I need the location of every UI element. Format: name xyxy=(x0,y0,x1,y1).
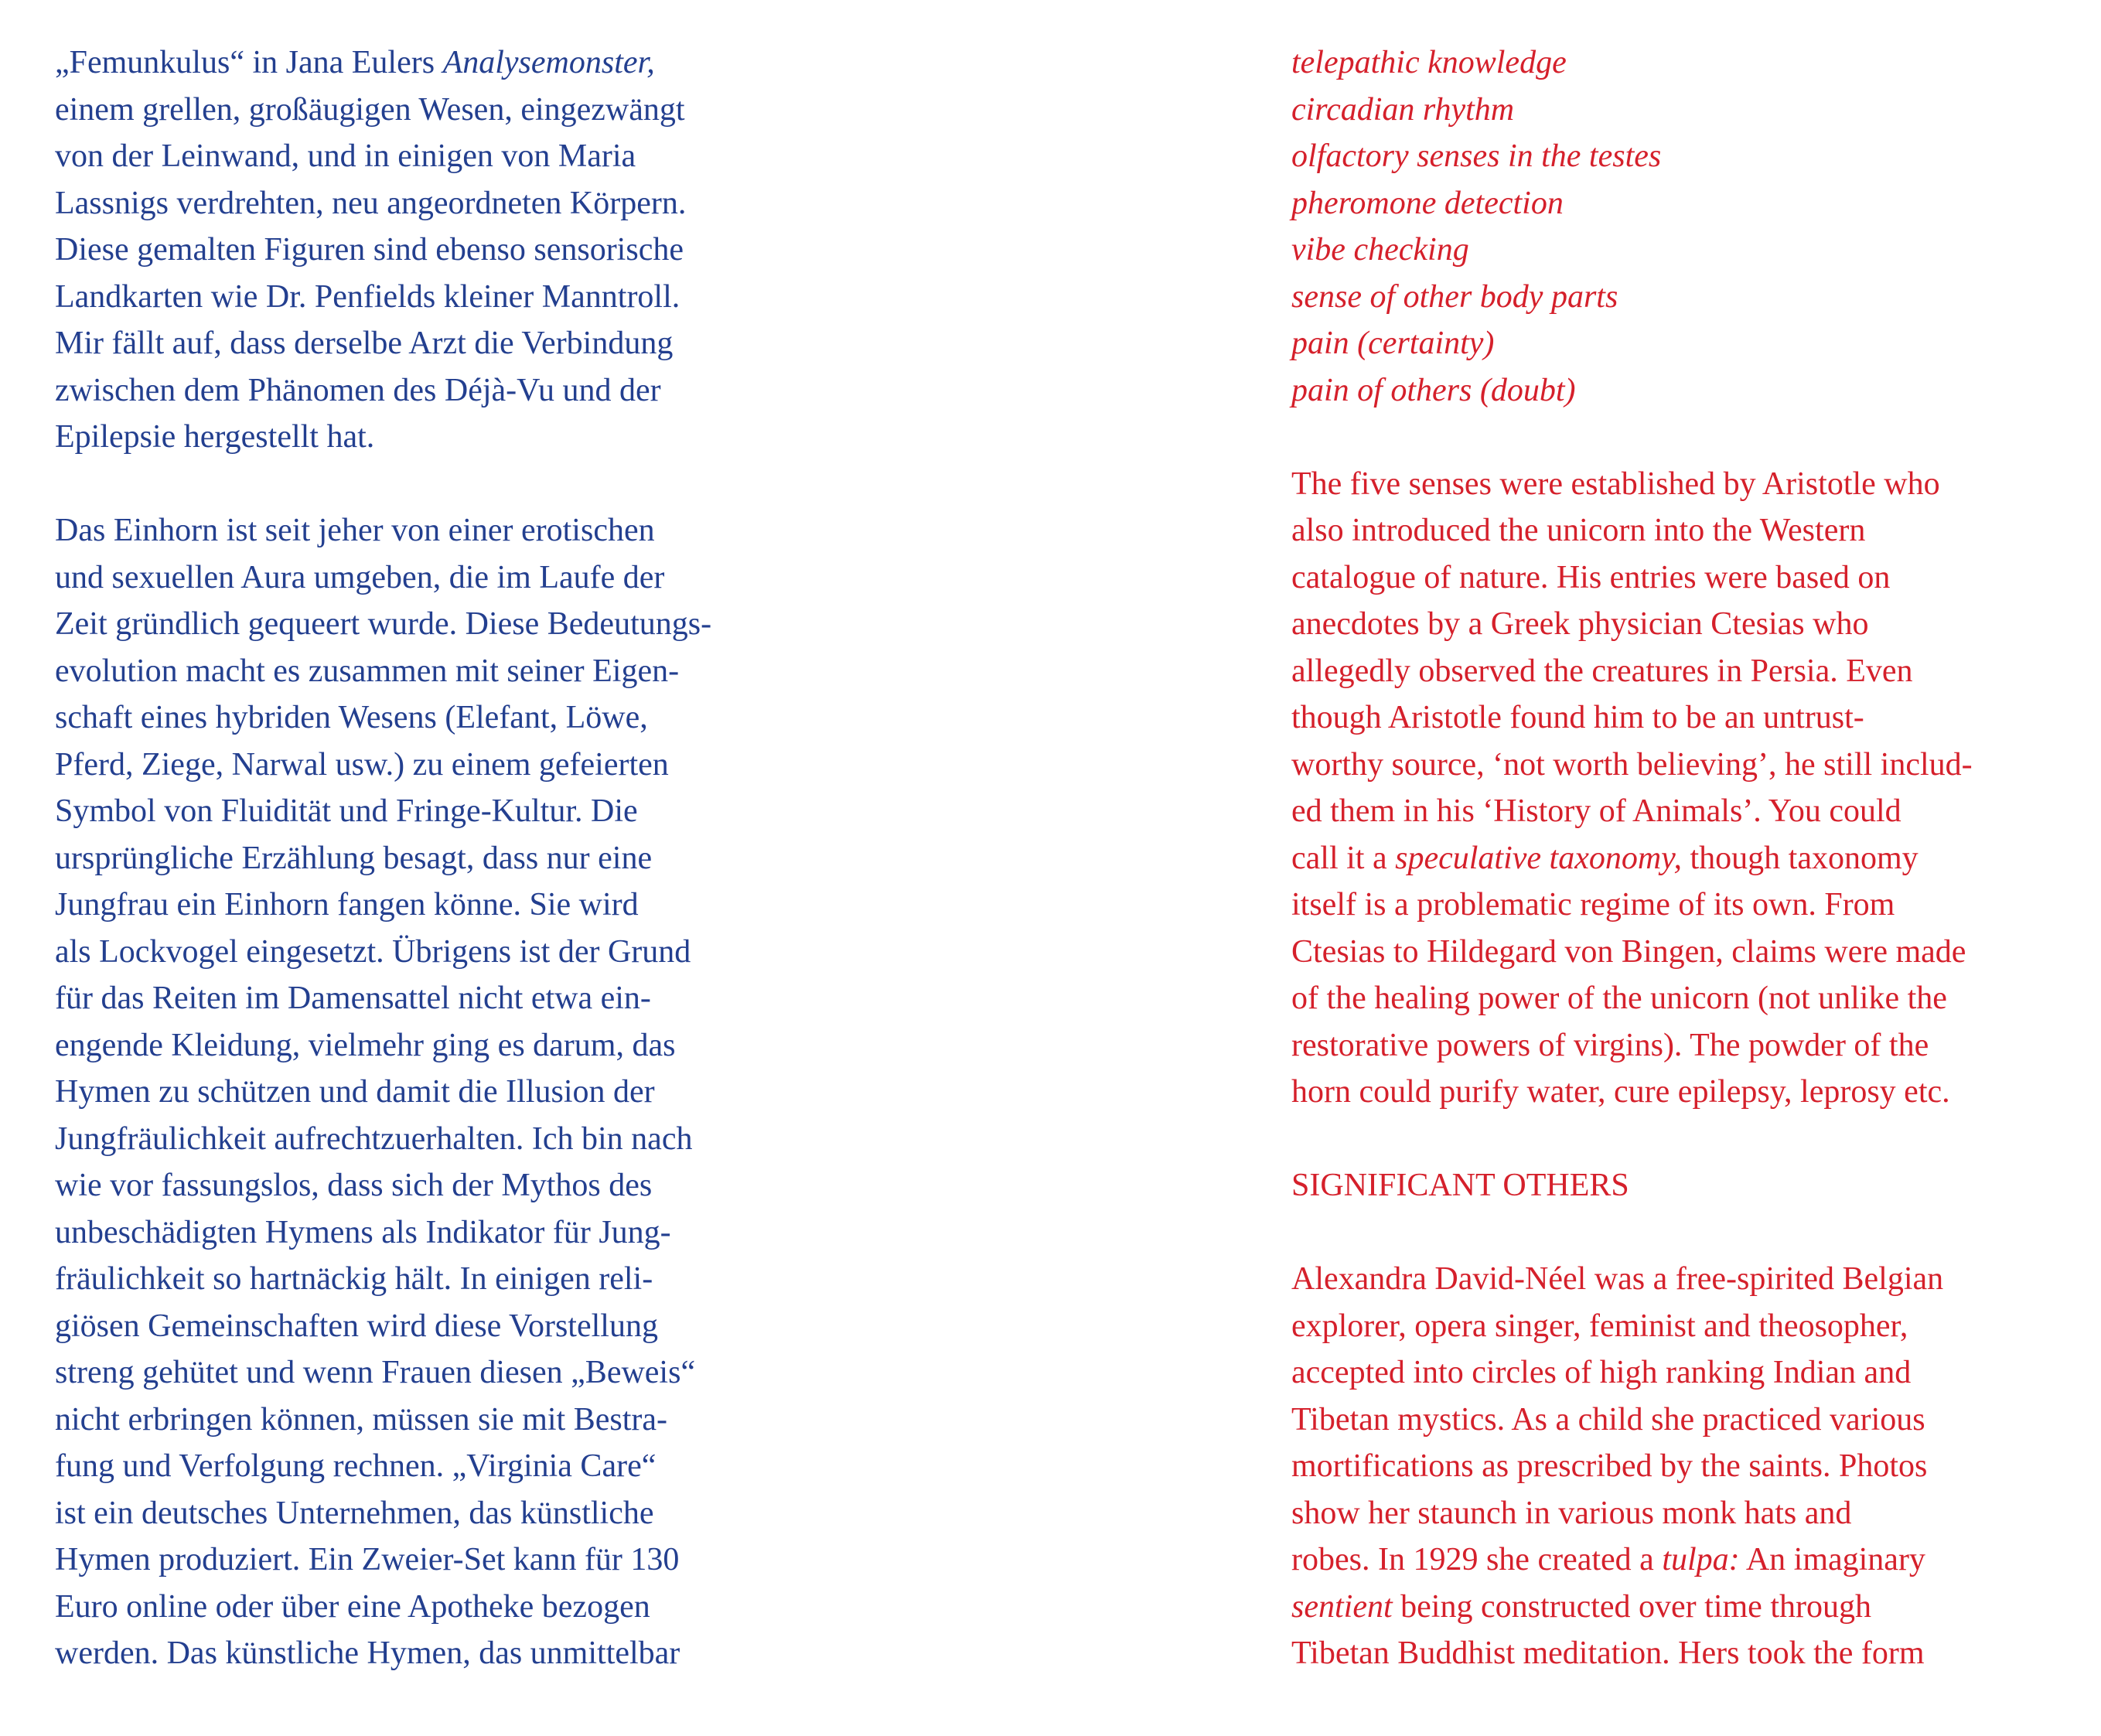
text-line xyxy=(55,1069,828,1116)
text-segment: speculative taxonomy, xyxy=(1395,840,1682,876)
text-segment: call it a xyxy=(1291,840,1396,876)
text-line xyxy=(1291,929,2065,976)
text-line xyxy=(55,320,828,367)
text-line xyxy=(1291,742,2065,789)
text-segment: Hymen produziert. Ein Zweier-Set kann für 130 xyxy=(55,1542,680,1577)
text-line xyxy=(1291,1303,2065,1350)
text-segment: nicht erbringen können, müssen sie mit Bestra- xyxy=(55,1401,667,1438)
text-segment: giösen Gemeinschaften wird diese Vorstellung xyxy=(55,1308,658,1344)
text-segment: Zeit gründlich gequeert wurde. Diese Bedeutungs- xyxy=(55,606,712,642)
text-line xyxy=(1291,1630,2065,1677)
text-segment: restorative powers of virgins). The powder of the xyxy=(1291,1027,1929,1063)
text-line xyxy=(55,39,828,87)
text-segment: though taxonomy xyxy=(1682,840,1919,876)
text-segment: zwischen dem Phänomen des Déjà-Vu und der xyxy=(55,372,661,408)
text-segment: pain of others (doubt) xyxy=(1291,372,1576,408)
text-line xyxy=(55,882,828,929)
text-segment: allegedly observed the creatures in Persia. Even xyxy=(1291,653,1913,689)
text-segment: fung und Verfolgung rechnen. „Virginia Care“ xyxy=(55,1448,657,1484)
text-segment: Epilepsie hergestellt hat. xyxy=(55,419,375,455)
text-segment: An imaginary xyxy=(1739,1542,1925,1577)
text-segment: SIGNIFICANT OTHERS xyxy=(1291,1168,1629,1203)
text-line xyxy=(55,648,828,695)
text-line xyxy=(1291,39,2065,87)
text-line xyxy=(55,87,828,134)
text-line xyxy=(1291,1397,2065,1444)
text-line xyxy=(55,742,828,789)
text-segment: worthy source, ‘not worth believing’, he still includ- xyxy=(1291,746,1973,783)
text-line xyxy=(55,1303,828,1350)
text-segment: Jungfrau ein Einhorn fangen könne. Sie wird xyxy=(55,887,639,923)
text-line xyxy=(1291,320,2065,367)
text-segment: sense of other body parts xyxy=(1291,278,1618,315)
text-line xyxy=(55,1256,828,1303)
text-line xyxy=(1291,1256,2065,1303)
text-segment: als Lockvogel eingesetzt. Übrigens ist der Grund xyxy=(55,933,691,970)
text-segment: robes. In 1929 she created a xyxy=(1291,1542,1663,1577)
text-line xyxy=(1291,1443,2065,1490)
text-line xyxy=(1291,133,2065,180)
text-segment: mortifications as prescribed by the saints. Photos xyxy=(1291,1448,1928,1484)
text-line xyxy=(55,227,828,274)
text-line xyxy=(55,1443,828,1490)
text-segment: also introduced the unicorn into the Western xyxy=(1291,513,1866,548)
text-line xyxy=(1291,975,2065,1022)
text-line xyxy=(1291,554,2065,602)
text-segment: though Aristotle found him to be an untrust- xyxy=(1291,700,1864,735)
text-line xyxy=(1291,1490,2065,1537)
text-line xyxy=(1291,1069,2065,1116)
text-line xyxy=(55,1022,828,1069)
text-segment: show her staunch in various monk hats and xyxy=(1291,1495,1852,1531)
text-line xyxy=(55,1630,828,1677)
text-segment: für das Reiten im Damensattel nicht etwa ein- xyxy=(55,981,651,1016)
text-line xyxy=(1291,1162,2065,1209)
text-line xyxy=(1291,788,2065,835)
text-segment: olfactory senses in the testes xyxy=(1291,138,1662,174)
text-line xyxy=(55,554,828,602)
text-segment: Hymen zu schützen und damit die Illusion der xyxy=(55,1074,655,1110)
text-line xyxy=(55,975,828,1022)
text-segment: of the healing power of the unicorn (not unlike the xyxy=(1291,981,1947,1016)
text-segment: telepathic knowledge xyxy=(1291,45,1567,80)
text-segment: pheromone detection xyxy=(1291,185,1564,221)
text-line xyxy=(1291,461,2065,508)
text-segment: Mir fällt auf, dass derselbe Arzt die Verbindung xyxy=(55,326,674,361)
text-line xyxy=(1291,180,2065,227)
text-segment: Euro online oder über eine Apotheke bezogen xyxy=(55,1588,650,1625)
text-line xyxy=(55,1349,828,1397)
text-segment: catalogue of nature. His entries were based on xyxy=(1291,559,1891,595)
text-line xyxy=(55,1490,828,1537)
text-line xyxy=(55,694,828,742)
text-segment: fräulichkeit so hartnäckig hält. In einigen reli- xyxy=(55,1261,653,1297)
text-line xyxy=(55,274,828,321)
text-line xyxy=(55,367,828,414)
text-line xyxy=(1291,1349,2065,1397)
text-line xyxy=(1291,507,2065,554)
text-line xyxy=(1291,601,2065,648)
text-segment: engende Kleidung, vielmehr ging es darum, das xyxy=(55,1027,676,1063)
english-text-column xyxy=(1291,0,2065,1677)
text-segment: anecdotes by a Greek physician Ctesias who xyxy=(1291,606,1869,642)
text-line xyxy=(1291,367,2065,414)
text-segment: ed them in his ‘History of Animals’. You could xyxy=(1291,793,1901,829)
text-line xyxy=(55,1209,828,1257)
text-segment: Lassnigs verdrehten, neu angeordneten Körpern. xyxy=(55,185,687,221)
text-line xyxy=(55,1397,828,1444)
text-line xyxy=(1291,1536,2065,1584)
text-segment: tulpa: xyxy=(1662,1542,1740,1577)
text-segment: The five senses were established by Aristotle who xyxy=(1291,466,1940,502)
text-segment: werden. Das künstliche Hymen, das unmittelbar xyxy=(55,1635,680,1671)
text-segment: Ctesias to Hildegard von Bingen, claims were made xyxy=(1291,933,1966,970)
text-line xyxy=(55,414,828,461)
text-line xyxy=(55,788,828,835)
text-line xyxy=(55,1116,828,1163)
text-line xyxy=(55,835,828,882)
text-line xyxy=(55,1584,828,1631)
text-line xyxy=(55,929,828,976)
text-line xyxy=(55,180,828,227)
text-segment: ist ein deutsches Unternehmen, das künstliche xyxy=(55,1495,654,1531)
text-segment: schaft eines hybriden Wesens (Elefant, Löwe, xyxy=(55,700,648,735)
text-segment: itself is a problematic regime of its own. From xyxy=(1291,887,1895,923)
text-segment: streng gehütet und wenn Frauen diesen „Beweis“ xyxy=(55,1355,696,1390)
paragraph-gap xyxy=(1291,1116,2065,1163)
text-line xyxy=(1291,274,2065,321)
paragraph-gap xyxy=(1291,414,2065,461)
text-segment: sentient xyxy=(1291,1588,1393,1625)
text-segment: accepted into circles of high ranking Indian and xyxy=(1291,1355,1912,1390)
text-segment: Tibetan mystics. As a child she practiced various xyxy=(1291,1401,1925,1438)
text-segment: Alexandra David-Néel was a free-spirited Belgian xyxy=(1291,1261,1944,1297)
text-segment: Landkarten wie Dr. Penfields kleiner Manntroll. xyxy=(55,278,680,315)
text-segment: Das Einhorn ist seit jeher von einer erotischen xyxy=(55,513,655,548)
paragraph-gap xyxy=(1291,1209,2065,1257)
text-line xyxy=(55,1536,828,1584)
text-segment: wie vor fassungslos, dass sich der Mythos des xyxy=(55,1168,653,1203)
text-line xyxy=(55,133,828,180)
text-segment: evolution macht es zusammen mit seiner Eigen- xyxy=(55,653,680,689)
text-line xyxy=(1291,1584,2065,1631)
text-segment: unbeschädigten Hymens als Indikator für Jung- xyxy=(55,1214,671,1250)
text-line xyxy=(1291,882,2065,929)
text-line xyxy=(1291,87,2065,134)
text-segment: vibe checking xyxy=(1291,232,1469,268)
text-line xyxy=(55,601,828,648)
text-segment: Tibetan Buddhist meditation. Hers took the form xyxy=(1291,1635,1925,1671)
text-segment: horn could purify water, cure epilepsy, leprosy etc. xyxy=(1291,1074,1950,1110)
text-line xyxy=(55,507,828,554)
text-segment: „Femunkulus“ in Jana Eulers xyxy=(55,45,443,80)
text-segment: Symbol von Fluidität und Fringe-Kultur. Die xyxy=(55,793,638,829)
text-line xyxy=(1291,694,2065,742)
text-line xyxy=(1291,1022,2065,1069)
text-segment: Jungfräulichkeit aufrechtzuerhalten. Ich bin nach xyxy=(55,1120,693,1157)
text-segment: Diese gemalten Figuren sind ebenso sensorische xyxy=(55,232,684,268)
text-segment: Pferd, Ziege, Narwal usw.) zu einem gefeierten xyxy=(55,746,669,783)
text-segment: being constructed over time through xyxy=(1392,1588,1871,1625)
text-segment: circadian rhythm xyxy=(1291,91,1515,128)
text-segment: Analysemonster, xyxy=(442,45,655,80)
text-line xyxy=(1291,835,2065,882)
text-segment: und sexuellen Aura umgeben, die im Laufe der xyxy=(55,559,665,595)
german-text-column xyxy=(55,0,828,1677)
text-segment: ursprüngliche Erzählung besagt, dass nur eine xyxy=(55,840,653,876)
paragraph-gap xyxy=(55,461,828,508)
text-segment: explorer, opera singer, feminist and theosopher, xyxy=(1291,1308,1908,1344)
text-line xyxy=(1291,227,2065,274)
text-line xyxy=(1291,648,2065,695)
text-line xyxy=(55,1162,828,1209)
text-segment: von der Leinwand, und in einigen von Maria xyxy=(55,138,636,174)
text-segment: pain (certainty) xyxy=(1291,326,1495,361)
text-segment: einem grellen, großäugigen Wesen, eingezwängt xyxy=(55,91,685,128)
